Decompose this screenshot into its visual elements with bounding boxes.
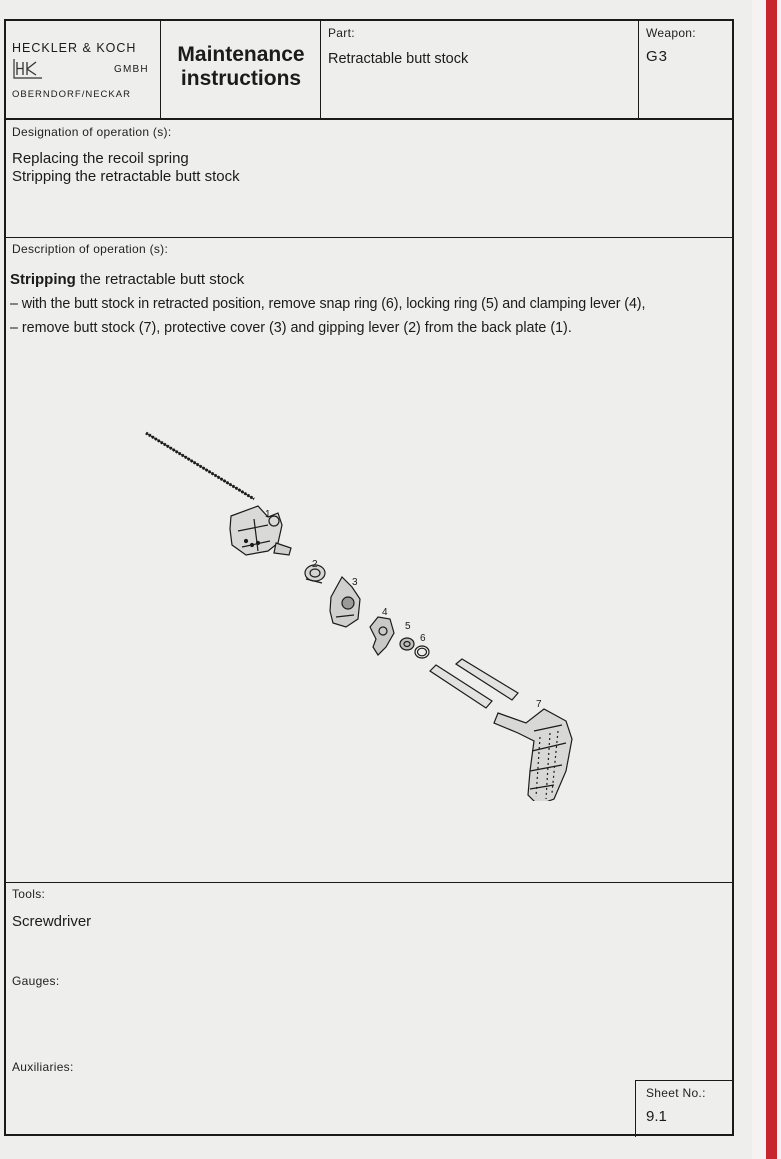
callout-1: 1 — [265, 509, 271, 520]
weapon-value: G3 — [646, 48, 669, 65]
designation-item: Stripping the retractable butt stock — [12, 168, 240, 185]
description-item: – with the butt stock in retracted position, remove snap ring (6), locking ring (5) and clamping lever (4), — [10, 296, 646, 312]
designation-item: Replacing the recoil spring — [12, 150, 189, 167]
auxiliaries-label: Auxiliaries: — [12, 1060, 74, 1074]
section-divider — [6, 237, 732, 238]
tools-label: Tools: — [12, 887, 46, 901]
callout-4: 4 — [382, 607, 388, 618]
locking-ring-part — [400, 638, 414, 650]
butt-stock-part — [430, 659, 572, 801]
callout-7: 7 — [536, 699, 542, 710]
hk-logo — [12, 58, 44, 80]
callout-6: 6 — [420, 633, 426, 644]
header-divider — [160, 21, 161, 119]
back-plate-part — [230, 506, 291, 555]
sheet-number-label: Sheet No.: — [646, 1086, 706, 1100]
callout-2: 2 — [312, 559, 318, 570]
tools-value: Screwdriver — [12, 913, 92, 930]
description-heading-rest: the retractable butt stock — [75, 271, 245, 288]
section-divider — [6, 882, 732, 883]
designation-list — [12, 150, 240, 186]
header-divider — [320, 21, 321, 119]
description-label: Description of operation (s): — [12, 242, 169, 256]
part-label: Part: — [328, 26, 355, 40]
document-title — [162, 43, 320, 91]
title-line: Maintenance — [177, 43, 305, 66]
clamping-lever-part — [370, 617, 394, 655]
binding-stripe — [766, 0, 777, 1159]
company-name: HECKLER & KOCH — [12, 41, 137, 55]
weapon-label: Weapon: — [646, 26, 696, 40]
part-value: Retractable butt stock — [328, 51, 469, 67]
designation-label: Designation of operation (s): — [12, 125, 172, 139]
exploded-view-diagram — [6, 421, 732, 801]
recoil-spring — [146, 433, 254, 499]
snap-ring-part — [415, 646, 429, 658]
gauges-label: Gauges: — [12, 974, 60, 988]
callout-5: 5 — [405, 621, 411, 632]
header-divider — [638, 21, 639, 119]
company-suffix: GMBH — [114, 64, 149, 75]
maintenance-form — [4, 19, 734, 1136]
callout-3: 3 — [352, 577, 358, 588]
title-line: instructions — [180, 67, 302, 90]
sheet-number-value: 9.1 — [646, 1108, 667, 1125]
section-divider — [6, 118, 732, 120]
sheet-number-box — [635, 1080, 733, 1137]
description-item: – remove butt stock (7), protective cover (3) and gipping lever (2) from the back plate (1). — [10, 320, 572, 336]
company-location: OBERNDORF/NECKAR — [12, 89, 131, 100]
description-heading — [10, 268, 244, 292]
description-heading-bold: Stripping — [10, 271, 76, 288]
